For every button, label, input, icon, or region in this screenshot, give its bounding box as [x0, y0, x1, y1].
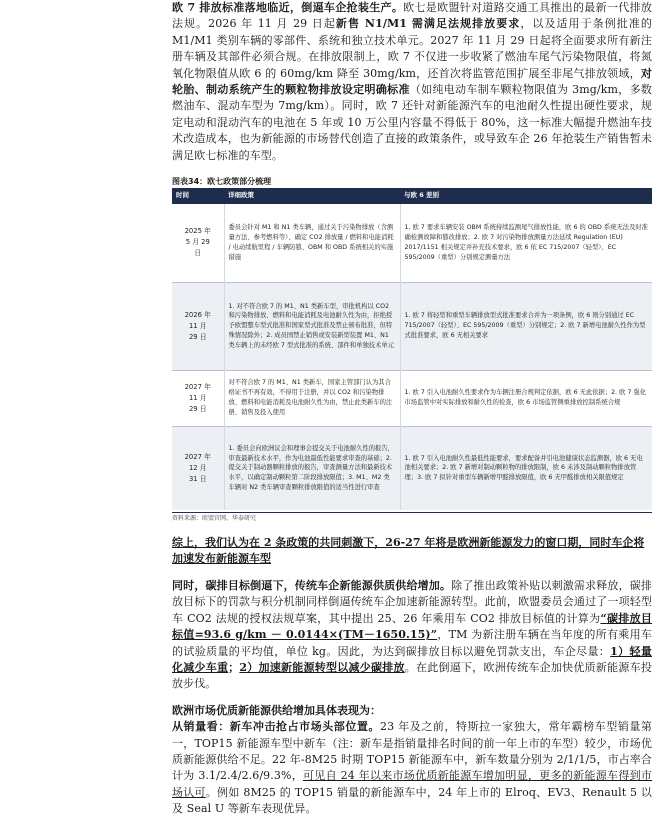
carbon-sep: ；: [228, 660, 240, 674]
intro-bold-2: 对轮胎、制动系统产生的颗粒物排放设定明确标准: [172, 66, 652, 97]
market-lead: 从销量看：: [172, 720, 230, 734]
table-row: [172, 426, 652, 510]
page: [172, 0, 652, 818]
carbon-formula: “碳排放目标值=93.6 g/km － 0.0144×(TM－1650.15)”: [172, 611, 653, 642]
header-diff: 与欧 6 差别: [400, 188, 652, 204]
market-body-1: 23 年及之前，特斯拉一家独大，常年霸榜车型销量第一，TOP15 新能源车型中新车（注：新车是指销量排名时间的前一年上市的车型）较少，市场优质新能源供给不足。22 年-8M25 时期 TOP15 新能源车中，新车数量分别为 2/1/1/5，市占率合计为 3.1/2.4/2.6/9.3%，: [172, 720, 652, 783]
row-time: 2027 年 12 月 31 日: [172, 426, 224, 510]
intro-lead: 欧 7 排放标准落地临近，倒逼车企抢装生产。: [172, 1, 404, 14]
figure-label: 图表34：: [172, 177, 208, 187]
row-diff: 1. 欧 7 引入电池耐久性要求作为车辆注册合规判定依据，欧 6 无此依据；2. 欧 7 强化市场监管中对实际排放和耐久性的检查，欧 6 市场监管侧重排放控制系统合规: [400, 370, 652, 426]
table-header-row: [172, 188, 652, 204]
market-heading: 欧洲市场优质新能源供给增加具体表现为：: [172, 703, 381, 717]
intro-paragraph: [172, 0, 652, 164]
row-time: 2025 年 5 月 29 日: [172, 204, 224, 282]
header-time: 时间: [172, 188, 224, 204]
intro-text-1: 欧七是欧盟针对道路交通工具推出的最新一代排放法规。2026 年 11 月 29 日起: [172, 1, 652, 31]
table-row: [172, 370, 652, 426]
figure-title: [172, 176, 652, 188]
row-diff: 1. 欧 7 将轻型和重型车辆排放型式批准要求合并为一项条例，欧 6 则分别通过 EC 715/2007（轻型）、EC 595/2009（重型）分别规定；2. 欧 7 新增电池耐久性作为型式批准要求，欧 6 无相关要求: [400, 282, 652, 370]
carbon-lead: 同时，碳排目标倒逼下，传统车企新能源供质供给增加。: [172, 578, 452, 592]
row-time: 2027 年 11 月 29 日: [172, 370, 224, 426]
market-lead-2: 新车冲击抢占市场头部位置。: [229, 720, 380, 734]
carbon-body-1: 除了推出政策补贴以刺激需求释放，碳排放目标下的罚款与积分机制同样倒逼传统车企加速新能源转型。此前，欧盟委员会通过了一项轻型车 CO2 法规的授权法规草案，其中提出 25、26 年乘用车 CO2 排放目标值的计算为: [172, 578, 652, 625]
table-row: [172, 204, 652, 282]
carbon-option-1: 1）轻量化减少车重: [172, 644, 652, 674]
market-body-2: 。例如 8M25 的 TOP15 销量的新能源车中，24 年上市的 Elroq、EV3、Renault 5 以及 Seal U 等新车表现优异。: [172, 785, 652, 816]
intro-text-3: （如纯电动车制车颗粒物限值为 3mg/km，多数燃油车、混动车型为 7mg/km）。同时，欧 7 还针对新能源汽车的电池耐久性提出硬性要求，规定电动和混动汽车的电池在 5 年或 10 万公里内容量不得低于 80%，这一标准大幅提升燃油车技术改造成本，也为新能源的市场替代创造了直接的政策条件，或导致车企 26 年抢装生产销售暂未满足欧七标准的车型。: [172, 83, 652, 162]
carbon-body-2: ，TM 为新注册车辆在当年度的所有乘用车的试验质量的平均值，单位 kg。因此，为达到碳排放目标以避免罚款支出，车企尽量：: [172, 628, 652, 658]
row-detail: 对不符合欧 7 的 M1、N1 类新车，国家主管部门认为其合格证书不再有效，不得用于注册，并以 CO2 和污染物排放、燃料和电能消耗及电池耐久性为由，禁止此类新车的注册、销售及投入使用: [224, 370, 400, 426]
row-diff: 1. 欧 7 要求车辆安装 OBM 系统持续监测尾气排放性能，欧 6 的 OBD 系统无法及时准确检测故障和篡改排放；2. 欧 7 对污染物排放测量方法延续 Regulation (EU) 2017/1151 相关规定并补充技术要求，欧 6 依 EC 715/2007（轻型）、EC 595/2009（重型）分别规定测量方法: [400, 204, 652, 282]
table-row: [172, 282, 652, 370]
policy-table: [172, 188, 652, 510]
market-underline: 可见自 24 年以来市场优质新能源车增加明显，更多的新能源车得到市场认可: [172, 769, 652, 799]
figure-caption: 欧七政策部分梳理: [207, 177, 272, 187]
conclusion-paragraph: 综上，我们认为在 2 条政策的共同刺激下，26-27 年将是欧洲新能源发力的窗口期，同时车企将加速发布新能源车型: [172, 536, 645, 566]
row-detail: 1. 委员会向欧洲议会和理事会提交关于电池耐久性的报告，审查最新技术水平，作为电池最低性能要求审查的基础；2. 提交关于制动器颗粒排放的报告，审查测量方法和最新技术水平，以确定制动颗粒第二阶段排放限值；3. M1、M2 类车辆对 N2 类车辆审查颗粒排放限值的适当性进行审查: [224, 426, 400, 510]
row-time: 2026 年 11 月 29 日: [172, 282, 224, 370]
row-diff: 1. 欧 7 引入电池耐久性最低性能要求，要求配备并引电池健康状态监测器，欧 6 无电池相关要求；2. 欧 7 新增对制动颗粒物的排放限制，欧 6 未涉及制动颗粒物排放管理；3. 欧 7 拟针对重型车辆新增甲醛排放限值，欧 6 无甲醛排放相关限值规定: [400, 426, 652, 510]
carbon-body-3: 。在此倒逼下，欧洲传统车企加快优质新能源车投放步伐。: [172, 660, 653, 691]
market-paragraph: [172, 719, 652, 817]
row-detail: 委员会针对 M1 和 N1 类车辆，通过关于污染物排放（含测量方法、参考燃料等）、确定 CO2 排放量 / 燃料和电能消耗 / 电动续航里程 / 车辆防篡、OBM 和 OBD 系统相关的实施措施: [224, 204, 400, 282]
carbon-paragraph: [172, 578, 652, 693]
intro-bold-1: 新售 N1/M1 需满足法规排放要求: [335, 17, 521, 31]
carbon-option-2: 2）加速新能源转型以减少碳排放: [239, 660, 405, 674]
figure-source: 资料来源：欧盟官网、华泰研究: [172, 512, 652, 525]
header-detail: 详细政策: [224, 188, 400, 204]
intro-text-2: ，以及适用于条例批准的 M1/M1 类别车辆的零部件、系统和独立技术单元。2027 年 11 月 29 日起将全面要求所有新注册车辆及其部件必须合规。在排放限制上，欧 7 不仅进一步收紧了燃油车尾气污染物限值，将氮氧化物限值从欧 6 的 60mg/km 降至 30mg/km，还首次将监管范围扩展至非尾气排放领域，: [172, 17, 652, 80]
row-detail: 1. 对不符合欧 7 的 M1、N1 类新车型，审批机构以 CO2 和污染物排放、燃料和电能消耗及电池耐久性为由，拒绝授予欧盟整车型式批准和国家型式批准及禁止颁布批准，但特殊情况除外；2. 成员国禁止销售或安装新型装置 M1、N1 类车辆上的未经欧 7 型式批准的系统、部件和单独技术单元: [224, 282, 400, 370]
